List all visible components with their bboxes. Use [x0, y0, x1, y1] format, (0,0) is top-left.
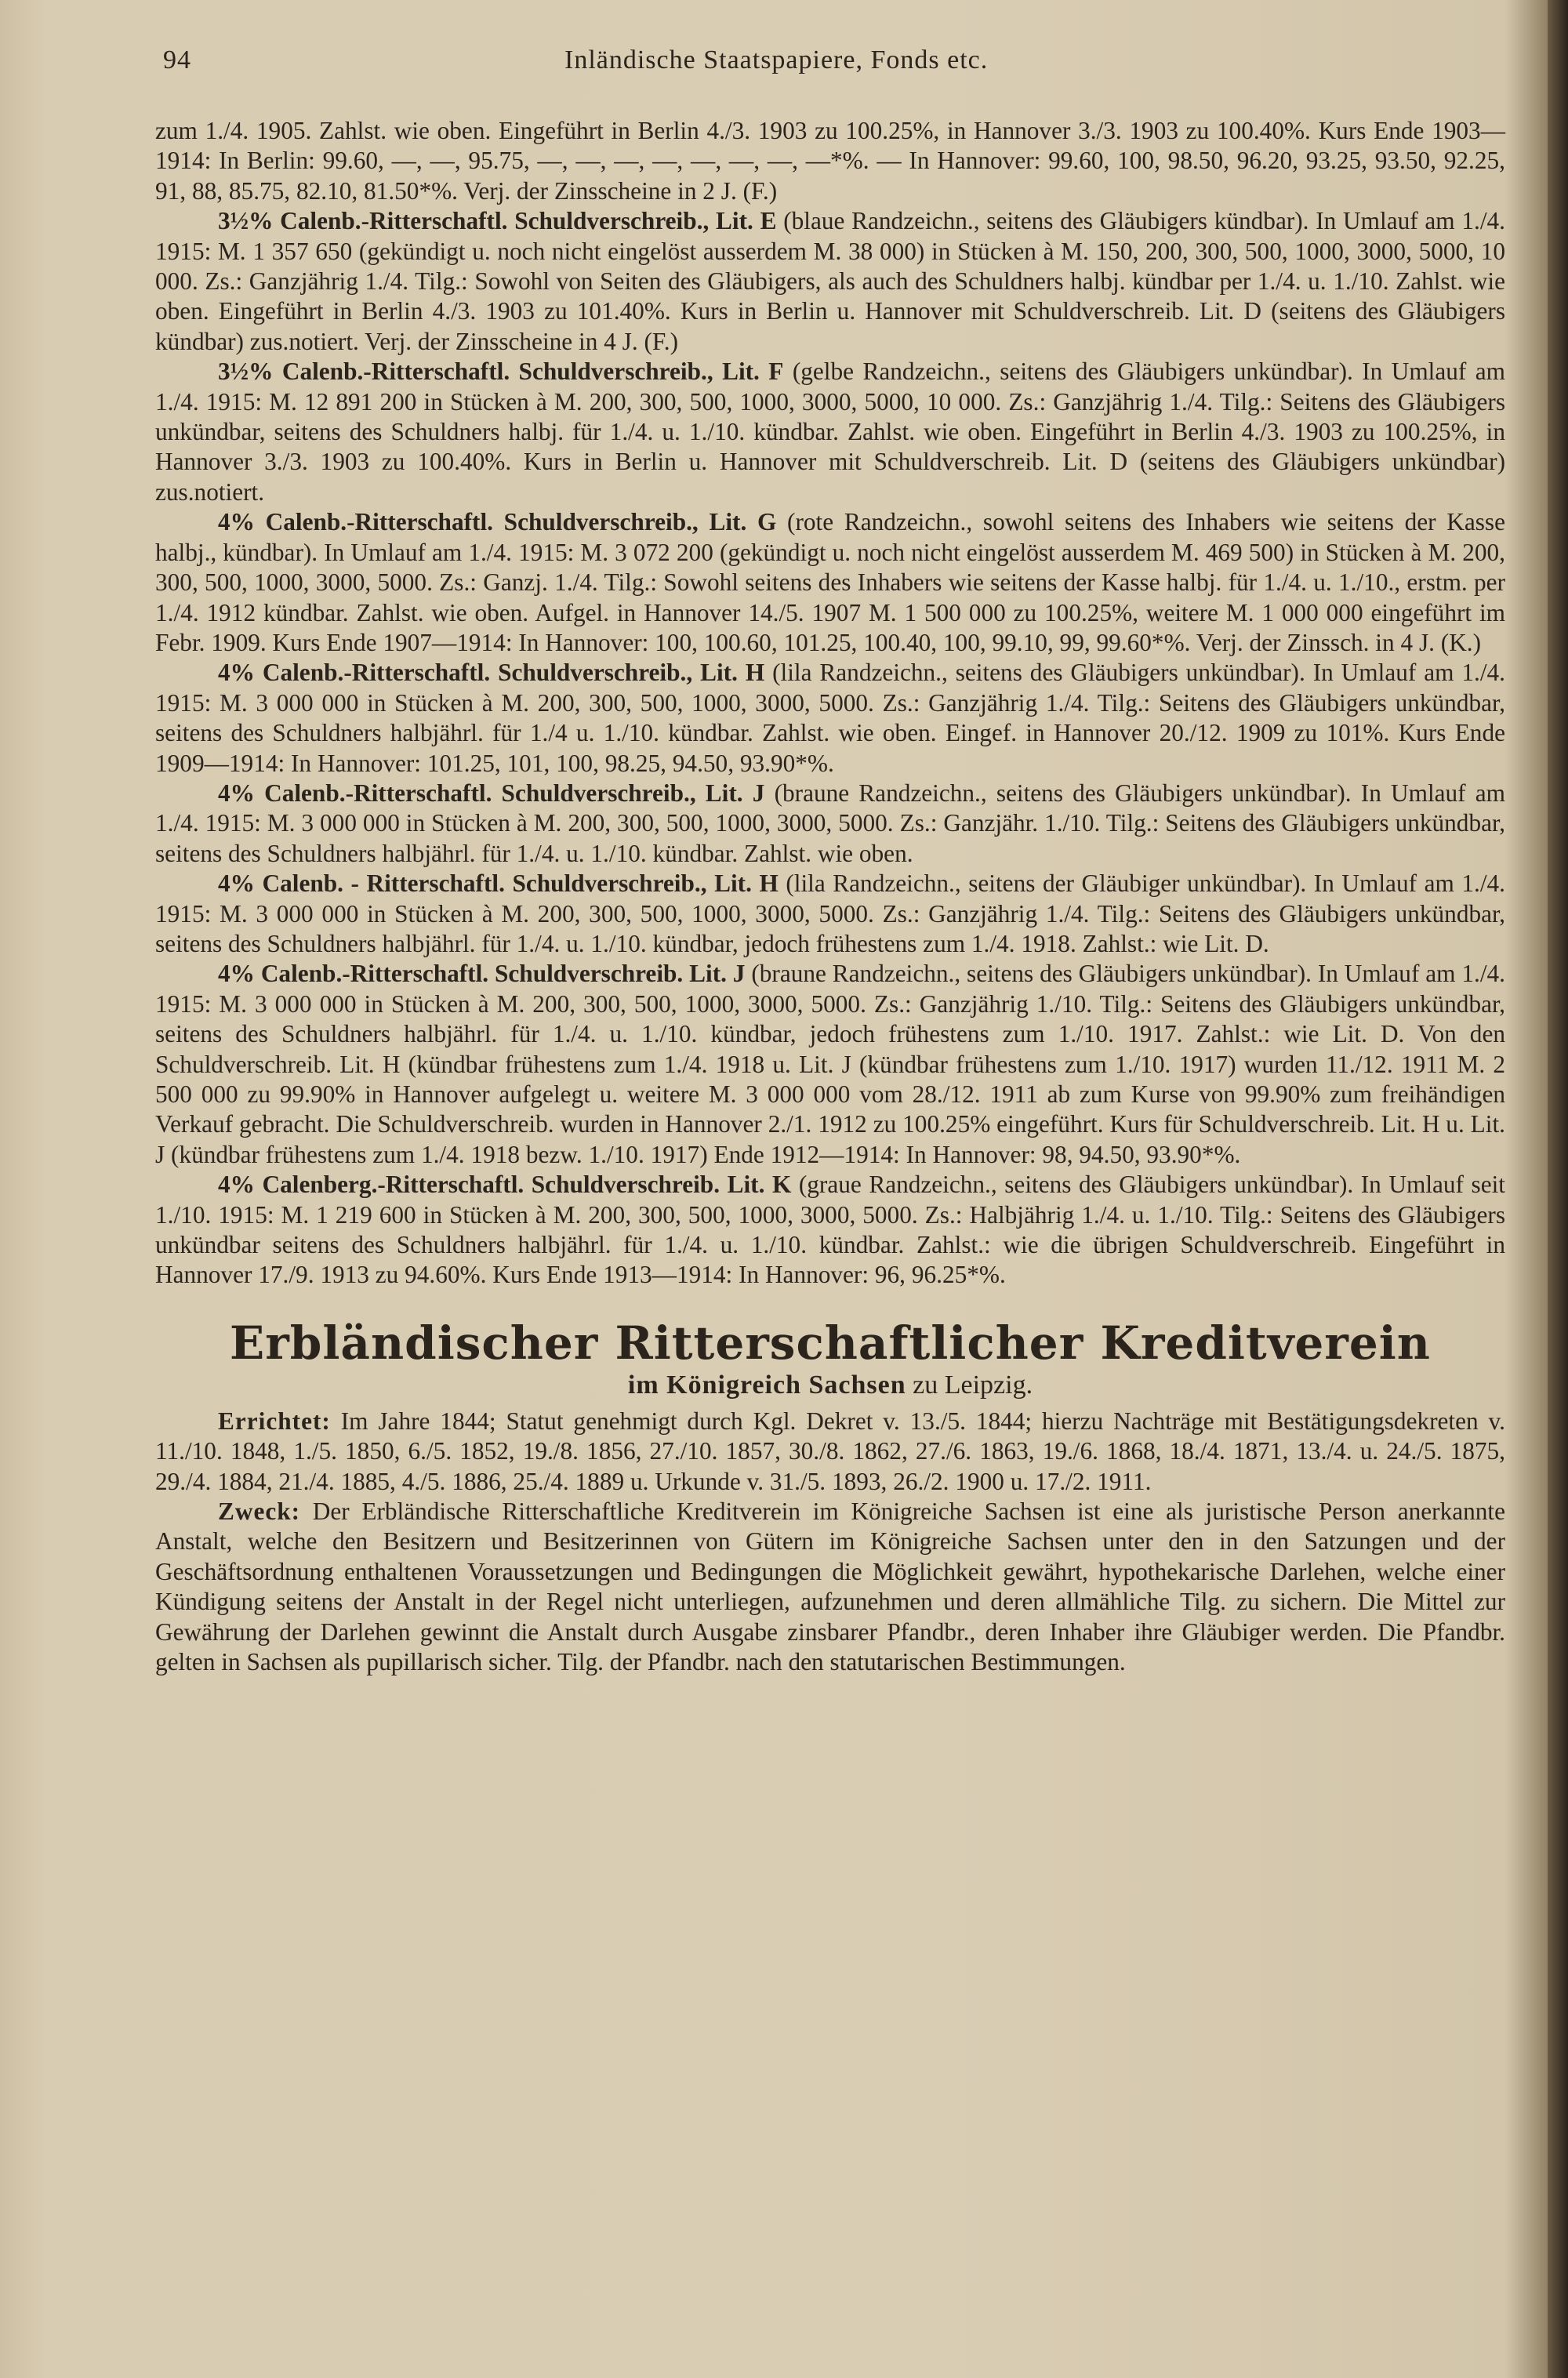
- entry-paragraph: [155, 357, 1505, 507]
- entry-text: (blaue Randzeichn., seitens des Gläubigers kündbar). In Umlauf am 1./4. 1915: M. 1 357 650 (gekündigt u. noch nicht eingelöst ausserdem M. 38 000) in Stücken à M. 150, 200, 300, 500, 1000, 3000, 5000, 10 000. Zs.: Ganzjährig 1./4. Tilg.: Sowohl von Seiten des Gläubigers, als auch des Schuldners halbj. kündbar per 1./4. u. 1./10. Zahlst. wie oben. Eingeführt in Berlin 4./3. 1903 zu 101.40%. Kurs in Berlin u. Hannover mit Schuldverschreib. Lit. D (seitens des Gläubigers kündbar) zus.notiert. Verj. der Zinsscheine in 4 J. (F.): [155, 207, 1506, 355]
- entry-text: (lila Randzeichn., seitens des Gläubigers unkündbar). In Umlauf am 1./4. 1915: M. 3 000 000 in Stücken à M. 200, 300, 500, 1000, 3000, 5000. Zs.: Ganzjährig 1./4. Tilg.: Seitens des Gläubigers unkündbar, seitens des Schuldners halbjährl. für 1./4 u. 1./10. kündbar. Zahlst. wie oben. Eingef. in Hannover 20./12. 1909 zu 101%. Kurs Ende 1909—1914: In Hannover: 101.25, 101, 100, 98.25, 94.50, 93.90*%.: [155, 659, 1505, 777]
- entry-lead: 4% Calenb.-Ritterschaftl. Schuldverschreib., Lit. H: [218, 659, 765, 687]
- entry-text: (rote Randzeichn., sowohl seitens des Inhabers wie seitens der Kasse halbj., kündbar). In Umlauf am 1./4. 1915: M. 3 072 200 (gekündigt u. noch nicht eingelöst ausserdem M. 469 500) in Stücken à M. 200, 300, 500, 1000, 3000, 5000. Zs.: Ganzj. 1./4. Tilg.: Sowohl seitens des Inhabers wie seitens der Kasse halbj. für 1./4. u. 1./10., erstm. per 1./4. 1912 kündbar. Zahlst. wie oben. Aufgel. in Hannover 14./5. 1907 M. 1 500 000 zu 100.25%, weitere M. 1 000 000 eingeführt im Febr. 1909. Kurs Ende 1907—1914: In Hannover: 100, 100.60, 101.25, 100.40, 100, 99.10, 99, 99.60*%. Verj. der Zinssch. in 4 J. (K.): [155, 508, 1505, 656]
- entry-text: (lila Randzeichn., seitens der Gläubiger unkündbar). In Umlauf am 1./4. 1915: M. 3 000 000 in Stücken à M. 200, 300, 500, 1000, 3000, 5000. Zs.: Ganzjährig 1./4. Tilg.: Seitens des Gläubigers unkündbar, seitens des Schuldners halbjährl. für 1./4. u. 1./10. kündbar, jedoch frühestens zum 1./4. 1918. Zahlst.: wie Lit. D.: [155, 870, 1505, 957]
- entry-lead: 4% Calenb.-Ritterschaftl. Schuldverschreib. Lit. J: [218, 960, 746, 988]
- section-text: Der Erbländische Ritterschaftliche Kreditverein im Königreiche Sachsen ist eine als juristische Person anerkannte Anstalt, welche den Besitzern und Besitzerinnen von Gütern im Königreiche Sachsen unter den in den Satzungen und der Geschäftsordnung enthaltenen Voraussetzungen und Bedingungen die Möglichkeit gewährt, hypothekarische Darlehen, welche einer Kündigung seitens der Anstalt in der Regel nicht unterliegen, aufzunehmen und deren allmähliche Tilg. zu sichern. Die Mittel zur Gewährung der Darlehen gewinnt die Anstalt durch Ausgabe zinsbarer Pfandbr., deren Inhaber ihre Gläubiger werden. Die Pfandbr. gelten in Sachsen als pupillarisch sicher. Tilg. der Pfandbr. nach den statutarischen Bestimmungen.: [155, 1498, 1505, 1676]
- page-number: 94: [163, 45, 191, 74]
- section-title: Erbländischer Ritterschaftlicher Kreditverein: [230, 1316, 1431, 1370]
- entry-paragraph: [155, 779, 1505, 869]
- entry-text: (gelbe Randzeichn., seitens des Gläubigers unkündbar). In Umlauf am 1./4. 1915: M. 12 891 200 in Stücken à M. 200, 300, 500, 1000, 3000, 5000, 10 000. Zs.: Ganzjährig 1./4. Tilg.: Seitens des Gläubigers unkündbar, seitens des Schuldners halbj. für 1./4. u. 1./10. kündbar. Zahlst. wie oben. Eingeführt in Berlin 4./3. 1903 zu 100.25%, in Hannover 3./3. 1903 zu 100.40%. Kurs in Berlin u. Hannover mit Schuldverschreib. Lit. D (seitens des Gläubigers unkündbar) zus.notiert.: [155, 358, 1505, 506]
- section-lead: Zweck:: [218, 1498, 301, 1526]
- section-subtitle-place: zu Leipzig.: [906, 1370, 1033, 1400]
- entry-paragraph: [155, 959, 1505, 1170]
- entry-lead: 4% Calenberg.-Ritterschaftl. Schuldverschreib. Lit. K: [218, 1171, 792, 1199]
- section-paragraph: [155, 1407, 1505, 1497]
- entry-lead: 3½% Calenb.-Ritterschaftl. Schuldverschreib., Lit. E: [218, 207, 777, 235]
- section-lead: Errichtet:: [218, 1407, 331, 1435]
- entry-lead: 4% Calenb.-Ritterschaftl. Schuldverschreib., Lit. J: [218, 779, 765, 807]
- entry-paragraph: [155, 116, 1505, 206]
- entry-paragraph: [155, 507, 1505, 658]
- section-subtitle: [155, 1369, 1505, 1402]
- running-title: Inländische Staatspapiere, Fonds etc.: [564, 45, 989, 74]
- book-spine-edge: [1548, 0, 1568, 2378]
- section-subtitle-main: im Königreich Sachsen: [627, 1370, 906, 1400]
- entry-text: zum 1./4. 1905. Zahlst. wie oben. Eingeführt in Berlin 4./3. 1903 zu 100.25%, in Hannover 3./3. 1903 zu 100.40%. Kurs Ende 1903—1914: In Berlin: 99.60, —, —, 95.75, —, —, —, —, —, —, —, —*%. — In Hannover: 99.60, 100, 98.50, 96.20, 93.25, 93.50, 92.25, 91, 88, 85.75, 82.10, 81.50*%. Verj. der Zinsscheine in 2 J. (F.): [155, 117, 1505, 205]
- entry-lead: 4% Calenb.-Ritterschaftl. Schuldverschreib., Lit. G: [218, 508, 777, 536]
- entry-paragraph: [155, 206, 1505, 357]
- entry-paragraph: [155, 869, 1505, 959]
- entry-lead: 3½% Calenb.-Ritterschaftl. Schuldverschreib., Lit. F: [218, 358, 784, 386]
- entry-text: (braune Randzeichn., seitens des Gläubigers unkündbar). In Umlauf am 1./4. 1915: M. 3 000 000 in Stücken à M. 200, 300, 500, 1000, 3000, 5000. Zs.: Ganzjährig 1./10. Tilg.: Seitens des Gläubigers unkündbar, seitens des Schuldners halbjährl. für 1./4. u. 1./10. kündbar, jedoch frühestens zum 1./10. 1917. Zahlst.: wie Lit. D. Von den Schuldverschreib. Lit. H (kündbar frühestens zum 1./4. 1918 u. Lit. J (kündbar frühestens zum 1./10. 1917) wurden 11./12. 1911 M. 2 500 000 zu 99.90% in Hannover aufgelegt u. weitere M. 3 000 000 vom 28./12. 1911 ab zum Kurse von 99.90% zum freihändigen Verkauf gebracht. Die Schuldverschreib. wurden in Hannover 2./1. 1912 zu 100.25% eingeführt. Kurs für Schuldverschreib. Lit. H u. Lit. J (kündbar frühestens zum 1./4. 1918 bezw. 1./10. 1917) Ende 1912—1914: In Hannover: 98, 94.50, 93.90*%.: [155, 960, 1505, 1168]
- body-text: [155, 116, 1505, 1678]
- entry-text: (braune Randzeichn., seitens des Gläubigers unkündbar). In Umlauf am 1./4. 1915: M. 3 000 000 in Stücken à M. 200, 300, 500, 1000, 3000, 5000. Zs.: Ganzjähr. 1./10. Tilg.: Seitens des Gläubigers unkündbar, seitens des Schuldners halbjährl. für 1./4. u. 1./10. kündbar. Zahlst. wie oben.: [155, 779, 1505, 867]
- entry-lead: 4% Calenb. - Ritterschaftl. Schuldverschreib., Lit. H: [218, 870, 779, 898]
- section-text: Im Jahre 1844; Statut genehmigt durch Kgl. Dekret v. 13./5. 1844; hierzu Nachträge mit Bestätigungsdekreten v. 11./10. 1848, 1./5. 1850, 6./5. 1852, 19./8. 1856, 27./10. 1857, 30./8. 1862, 27./6. 1863, 19./6. 1868, 18./4. 1871, 13./4. u. 24./5. 1875, 29./4. 1884, 21./4. 1885, 4./5. 1886, 25./4. 1889 u. Urkunde v. 31./5. 1893, 26./2. 1900 u. 17./2. 1911.: [155, 1407, 1505, 1495]
- section-paragraph: [155, 1497, 1505, 1677]
- entry-paragraph: [155, 1170, 1505, 1291]
- entry-paragraph: [155, 658, 1505, 779]
- entry-text: (graue Randzeichn., seitens des Gläubigers unkündbar). In Umlauf seit 1./10. 1915: M. 1 219 600 in Stücken à M. 200, 300, 500, 1000, 3000, 5000. Zs.: Halbjährig 1./4. u. 1./10. Tilg.: Seitens des Gläubigers unkündbar seitens des Schuldners halbjährl. für 1./4. u. 1./10. kündbar. Zahlst.: wie die übrigen Schuldverschreib. Eingeführt in Hannover 17./9. 1913 zu 94.60%. Kurs Ende 1913—1914: In Hannover: 96, 96.25*%.: [155, 1171, 1505, 1289]
